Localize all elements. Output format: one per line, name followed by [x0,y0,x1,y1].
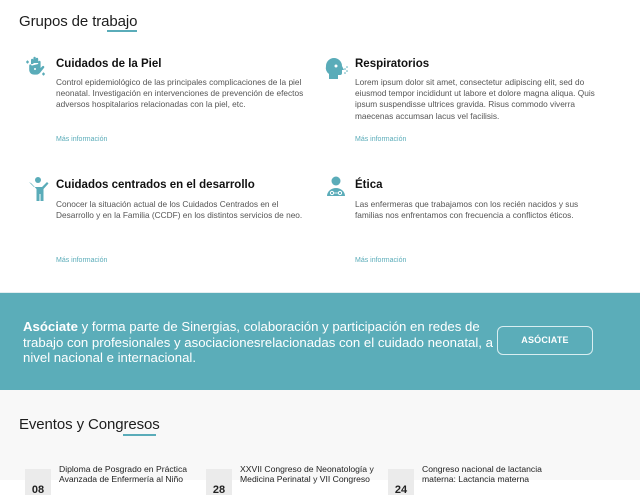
group-description: Conocer la situación actual de los Cuidados Centrados en el Desarrollo y en la Familia (CCDF) en los distintos servicios de neo. [56,199,303,221]
group-description: Lorem ipsum dolor sit amet, consectetur adipiscing elit, sed do eiusmod tempor incididunt ut labore et dolore magna aliqua. Quis ipsum suspendisse ultrices gravida. Risus commodo viverra maecenas accumsan lacus vel facilisis. [355,77,595,121]
group-description: Control epidemiológico de las principales complicaciones de la piel neonatal. Investigación en intervenciones de prevención de efectos adversos hospitalarios relacionadas con la piel, etc. [56,77,304,110]
event-date: 24 [388,469,414,495]
event-title [59,464,187,484]
associate-body: y forma parte de Sinergias, colaboración y participación en redes de trabajo con profesionales y asociacionesrelacionadas con el cuidado neonatal, a nivel nacional e internacional. [23,319,493,365]
person-breathing-icon [323,56,349,82]
events-section [0,390,640,496]
group-title: Cuidados de la Piel [56,58,162,70]
doctor-stethoscope-icon [325,176,351,202]
title-underline [107,30,137,32]
group-title: Ética [355,179,383,191]
event-title-line: XXVII Congreso de Neonatología y [240,464,374,474]
more-info-link[interactable]: Más información [56,136,108,143]
event-date: 28 [206,469,232,495]
hand-sparkle-icon [24,56,50,82]
event-date: 08 [25,469,51,495]
associate-banner [0,292,640,390]
events-title-text: Eventos y Congresos [19,416,160,433]
groups-title-text: Grupos de trabajo [19,13,138,30]
group-title: Respiratorios [355,58,430,70]
child-icon [26,176,52,202]
associate-button[interactable]: ASÓCIATE [497,326,593,355]
groups-section-title [19,13,137,30]
group-title: Cuidados centrados en el desarrollo [56,179,255,191]
associate-highlight: Asóciate [23,319,78,334]
title-underline [123,434,156,436]
event-title-line: Congreso nacional de lactancia [422,464,542,474]
event-title-line: Avanzada de Enfermería al Niño [59,474,184,484]
event-title [240,464,374,484]
more-info-link[interactable]: Más información [355,257,407,264]
associate-text [23,319,493,366]
more-info-link[interactable]: Más información [56,257,108,264]
event-title-line: materna: Lactancia materna [422,474,530,484]
more-info-link[interactable]: Más información [355,136,407,143]
event-title-line: Medicina Perinatal y VII Congreso [240,474,370,484]
event-title-line: Diploma de Posgrado en Práctica [59,464,188,474]
group-description: Las enfermeras que trabajamos con los recién nacidos y sus familias nos enfrentamos con frecuencia a conflictos éticos. [355,199,579,221]
event-title [422,464,542,484]
events-section-title [19,416,160,433]
